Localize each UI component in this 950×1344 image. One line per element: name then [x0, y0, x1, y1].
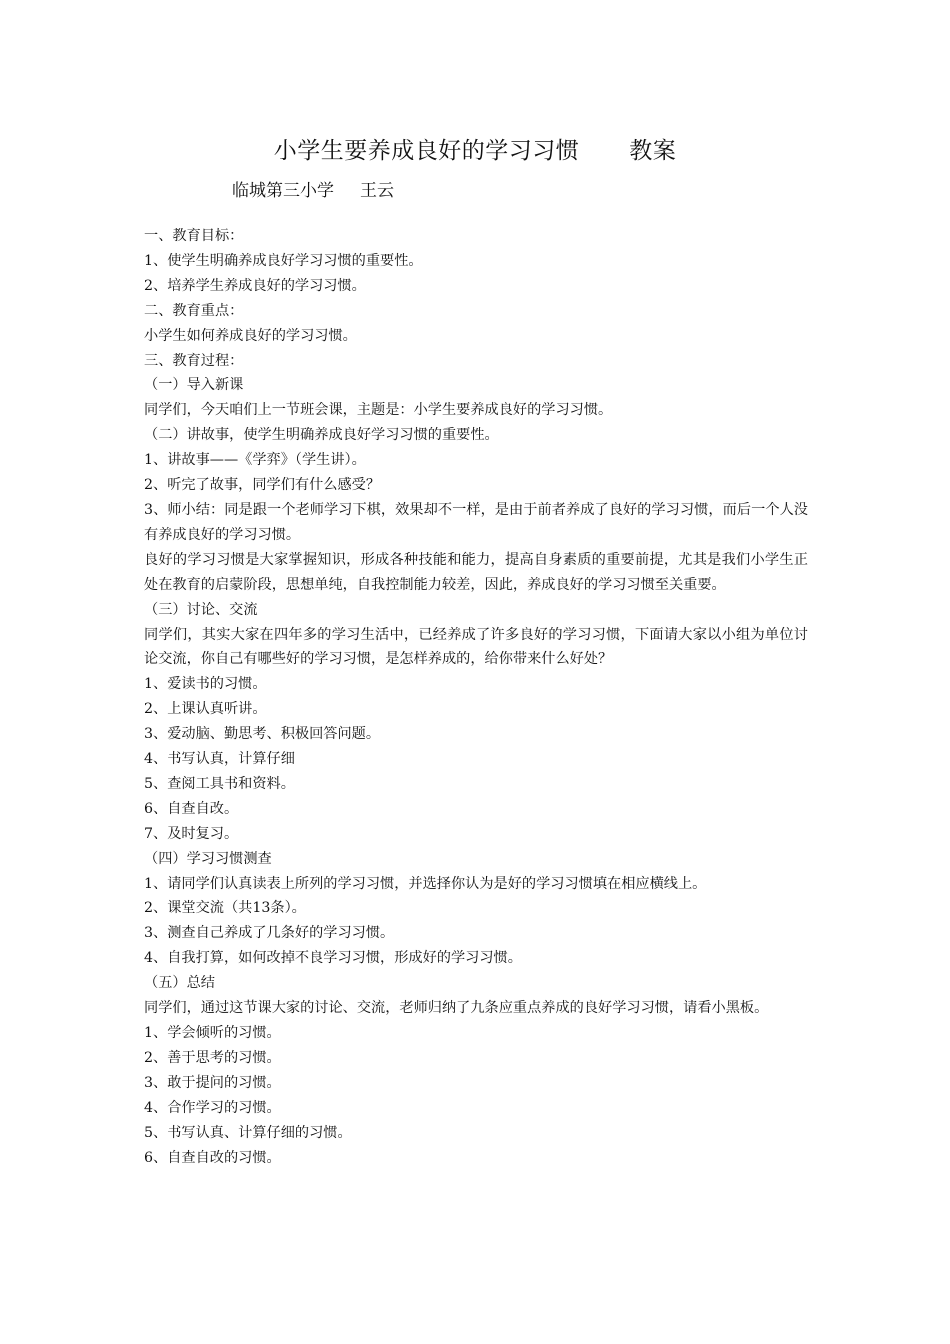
body-line: （二）讲故事，使学生明确养成良好学习习惯的重要性。	[144, 427, 499, 444]
body-line: 良好的学习习惯是大家掌握知识，形成各种技能和能力，提高自身素质的重要前提，尤其是我们小学生正处在教育的启蒙阶段，思想单纯，自我控制能力较差，因此，养成良好的学习习惯至关重要。	[144, 551, 808, 593]
body-line: 3、爱动脑、勤思考、积极回答问题。	[144, 726, 381, 743]
author-school: 临城第三小学	[232, 181, 334, 201]
body-line: 1、使学生明确养成良好学习习惯的重要性。	[144, 252, 423, 269]
body-line: 同学们，其实大家在四年多的学习生活中，已经养成了许多良好的学习习惯，下面请大家以小组为单位讨论交流，你自己有哪些好的学习习惯，是怎样养成的，给你带来什么好处？	[144, 626, 808, 668]
body-line: 1、爱读书的习惯。	[144, 676, 267, 693]
body-line: 5、查阅工具书和资料。	[144, 775, 295, 792]
body-line: 5、书写认真、计算仔细的习惯。	[144, 1124, 352, 1141]
body-line: （三）讨论、交流	[144, 601, 258, 618]
body-line: 3、师小结：同是跟一个老师学习下棋，效果却不一样，是由于前者养成了良好的学习习惯，而后一个人没有养成良好的学习习惯。	[144, 501, 808, 543]
body-line: 1、学会倾听的习惯。	[144, 1025, 281, 1041]
body-line: 同学们，通过这节课大家的讨论、交流，老师归纳了九条应重点养成的良好学习习惯，请看小黑板。	[144, 1000, 769, 1017]
body-line: 4、书写认真，计算仔细	[144, 751, 295, 768]
body-line: 2、善于思考的习惯。	[144, 1049, 281, 1066]
body-line: 4、合作学习的习惯。	[144, 1099, 281, 1116]
body-line: 三、教育过程：	[144, 352, 244, 369]
author-line	[232, 176, 394, 201]
body-line: 6、自查自改的习惯。	[144, 1149, 281, 1166]
body-line: 一、教育目标：	[144, 228, 244, 244]
body-line: 3、敢于提问的习惯。	[144, 1074, 281, 1091]
body-line: 同学们，今天咱们上一节班会课，主题是：小学生要养成良好的学习习惯。	[144, 402, 613, 419]
body-line: 3、测查自己养成了几条好的学习习惯。	[144, 925, 395, 942]
title-main: 小学生要养成良好的学习习惯	[273, 138, 580, 164]
author-name: 王云	[360, 181, 394, 201]
page-title	[0, 132, 950, 165]
body-line: 1、讲故事——《学弈》（学生讲）。	[144, 452, 366, 469]
body-line: 二、教育重点：	[144, 302, 244, 319]
body-line: （四）学习习惯测查	[144, 850, 272, 867]
body-line: 1、请同学们认真读表上所列的学习习惯，并选择你认为是好的学习习惯填在相应横线上。	[144, 875, 707, 892]
body-line: （一）导入新课	[144, 377, 244, 394]
body-line: 2、培养学生养成良好的学习习惯。	[144, 277, 366, 294]
body-line: 7、及时复习。	[144, 825, 239, 842]
body-line: 小学生如何养成良好的学习习惯。	[144, 327, 357, 344]
title-suffix: 教案	[629, 138, 677, 164]
body-line: 2、听完了故事，同学们有什么感受？	[144, 477, 381, 494]
body-line: 4、自我打算，如何改掉不良学习习惯，形成好的学习习惯。	[144, 950, 522, 967]
body-line: 2、课堂交流（共13条）。	[144, 900, 306, 917]
body-line: （五）总结	[144, 975, 215, 992]
body-line: 6、自查自改。	[144, 800, 239, 817]
document-body	[144, 224, 808, 1170]
body-line: 2、上课认真听讲。	[144, 701, 267, 718]
